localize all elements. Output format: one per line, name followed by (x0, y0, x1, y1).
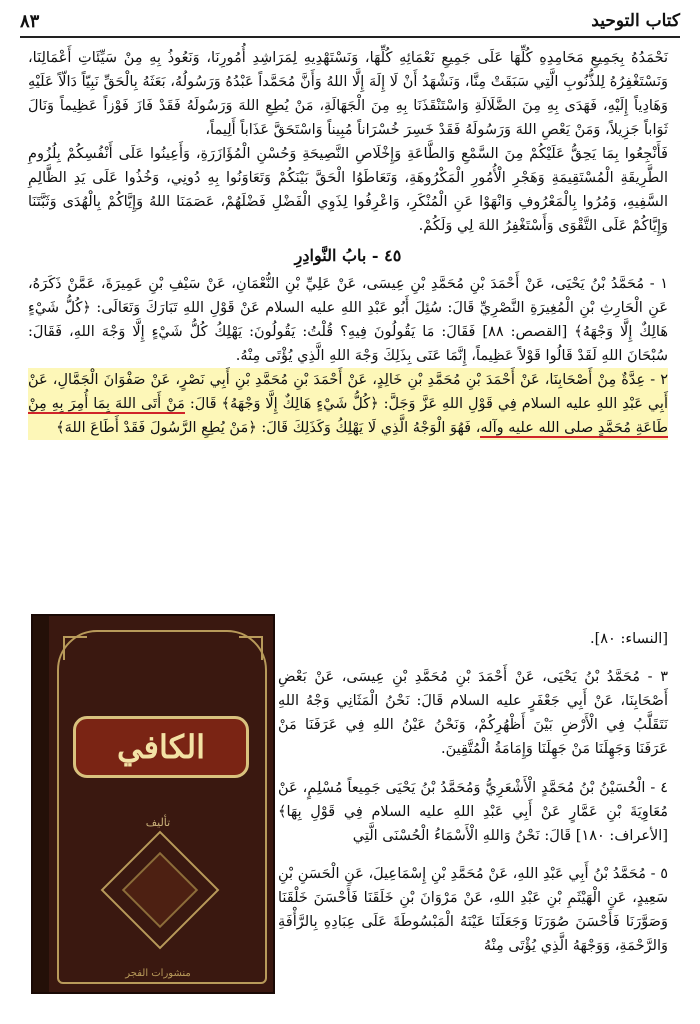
hadith-2-reference: [النساء: ٨٠]. (589, 630, 668, 647)
hadith-2-chain: ٢ - عِدَّةٌ مِنْ أَصْحَابِنَا، عَنْ أَحْمَدَ بْنِ مُحَمَّدِ بْنِ خَالِدٍ، عَنْ أَحْمَدَ بْنِ مُحَمَّدِ بْنِ أَبِي نَصْرٍ، عَنْ صَفْوَانَ الْجَمَّالِ، عَنْ أَبِي عَبْدِ اللهِ عليه السلام فِي قَوْلِ اللهِ عَزَّ وَجَلَّ: ﴿كُلُّ شَيْءٍ هَالِكٌ إِلَّا وَجْهَهُ﴾ قَالَ: (28, 372, 669, 412)
corner-ornament (63, 636, 87, 660)
page-number: ٨٣ (20, 10, 40, 32)
book-spine (33, 616, 49, 992)
running-title: كتاب التوحيد (591, 11, 680, 31)
cover-publisher: منشورات الفجر (125, 968, 191, 979)
second-paragraph: فَأَنْجِعُوا بِمَا يَحِقُّ عَلَيْكُمْ مِنَ السَّمْعِ وَالطَّاعَةِ وَإِخْلَاصِ النَّصِيحَةِ وَحُسْنِ الْمُؤَازَرَةِ، وَأَعِينُوا عَلَى أَنْفُسِكُمْ بِلُزُومِ الطَّرِيقَةِ الْمُسْتَقِيمَةِ وَهَجْرِ الْأُمُورِ الْمَكْرُوهَةِ، وَتَعَاطَوُا الْحَقَّ بَيْنَكُمْ وَتَعَاوَنُوا بِهِ دُونِي، وَخُذُوا عَلَى يَدِ الظَّالِمِ السَّفِيهِ، وَمُرُوا بِالْمَعْرُوفِ وَانْهَوْا عَنِ الْمُنْكَرِ، وَاعْرِفُوا لِذَوِي الْفَضْلِ فَضْلَهُمْ، عَصَمَنَا اللهُ وَإِيَّاكُمْ بِالْهُدَى وَثَبَّتَنَا وَإِيَّاكُمْ عَلَى التَّقْوَى وَأَسْتَغْفِرُ اللهَ لِي وَلَكُمْ. (28, 146, 668, 234)
hadith-2 (28, 368, 668, 440)
hadith-2-highlight: مَنْ أَتَى اللهَ بِمَا أُمِرَ بِهِ مِنْ طَاعَةِ مُحَمَّدٍ صلى الله عليه وآله (28, 396, 668, 436)
book-cover-image (31, 614, 275, 994)
cover-subtitle: تأليف (145, 816, 171, 829)
hadith-4: ٤ - الْحُسَيْنُ بْنُ مُحَمَّدٍ الْأَشْعَرِيُّ وَمُحَمَّدُ بْنُ يَحْيَى جَمِيعاً مُسْلِمٍ، عَنْ مُعَاوِيَةَ بْنِ عَمَّارٍ عَنْ أَبِي عَبْدِ اللهِ عليه السلام فِي قَوْلِ بِهَا﴾ [الأعراف: ١٨٠] قَالَ: نَحْنُ وَاللهِ الْأَسْمَاءُ الْحُسْنَى الَّتِي (278, 779, 668, 844)
corner-ornament (239, 636, 263, 660)
page-header (20, 6, 680, 38)
main-text (28, 46, 668, 440)
cover-title: الكافي (73, 716, 249, 778)
hadith-2-end: ، فَهُوَ الْوَجْهُ الَّذِي لَا يَهْلِكُ وَكَذَلِكَ قَالَ: ﴿مَنْ يُطِعِ الرَّسُولَ فَقَدْ أَطَاعَ اللهَ﴾ (56, 420, 481, 436)
lower-column (278, 627, 668, 959)
hadith-5: ٥ - مُحَمَّدُ بْنُ أَبِي عَبْدِ اللهِ، عَنْ مُحَمَّدِ بْنِ إِسْمَاعِيلَ، عَنِ الْحَسَنِ بْنِ سَعِيدٍ، عَنِ الْهَيْثَمِ بْنِ عَبْدِ اللهِ، عَنْ مَرْوَانَ بْنِ خَلَقَنَا فَأَحْسَنَ خَلْقَنَا وَصَوَّرَنَا فَأَحْسَنَ صُوَرَنَا وَجَعَلَنَا عَيْنَهُ الْمَبْسُوطَةَ عَلَى عِبَادِهِ بِالرَّأْفَةِ وَالرَّحْمَةِ، وَوَجْهَهُ الَّذِي يُؤْتَى مِنْهُ (278, 866, 668, 954)
hadith-1: ١ - مُحَمَّدُ بْنُ يَحْيَى، عَنْ أَحْمَدَ بْنِ مُحَمَّدِ بْنِ عِيسَى، عَنْ عَلِيِّ بْنِ النُّعْمَانِ، عَنْ سَيْفِ بْنِ عَمِيرَةَ، عَمَّنْ ذَكَرَهُ، عَنِ الْحَارِثِ بْنِ الْمُغِيرَةِ النَّصْرِيِّ قَالَ: سُئِلَ أَبُو عَبْدِ اللهِ عليه السلام عَنْ قَوْلِ اللهِ تَبَارَكَ وَتَعَالَى: ﴿كُلُّ شَيْءٍ هَالِكٌ إِلَّا وَجْهَهُ﴾ [القصص: ٨٨] فَقَالَ: مَا يَقُولُونَ فِيهِ؟ قُلْتُ: يَقُولُونَ: يَهْلِكُ كُلُّ شَيْءٍ إِلَّا وَجْهَ اللهِ، فَقَالَ: سُبْحَانَ اللهِ لَقَدْ قَالُوا قَوْلاً عَظِيماً، إِنَّمَا عَنَى بِذَلِكَ وَجْهَ اللهِ الَّذِي يُؤْتَى مِنْهُ. (28, 276, 668, 364)
chapter-title: ٤٥ - بابُ النَّوادِرِ (294, 246, 402, 265)
hadith-3: ٣ - مُحَمَّدُ بْنُ يَحْيَى، عَنْ أَحْمَدَ بْنِ مُحَمَّدِ بْنِ عِيسَى، عَنْ بَعْضِ أَصْحَابِنَا، عَنْ أَبِي جَعْفَرٍ عليه السلام قَالَ: نَحْنُ الْمَثَانِي وَجْهُ اللهِ نَتَقَلَّبُ فِي الْأَرْضِ بَيْنَ أَظْهُرِكُمْ، وَنَحْنُ عَيْنُ اللهِ فِي عَرَفَنَا مَنْ عَرَفَنَا وَجَهِلَنَا مَنْ جَهِلَنَا وَإِمَامَةُ الْمُتَّقِينَ. (278, 669, 668, 757)
intro-paragraph: نَحْمَدُهُ بِجَمِيعِ مَحَامِدِهِ كُلِّهَا عَلَى جَمِيعِ نَعْمَائِهِ كُلِّهَا، وَنَسْتَهْدِيهِ لِمَرَاشِدِ أُمُورِنَا، وَنَعُوذُ بِهِ مِنْ سَيِّئَاتِ أَعْمَالِنَا، وَنَسْتَغْفِرُهُ لِلذُّنُوبِ الَّتِي سَبَقَتْ مِنَّا، وَنَشْهَدُ أَنْ لَا إِلَهَ إِلَّا اللهُ وَأَنَّ مُحَمَّداً عَبْدُهُ وَرَسُولُهُ، بَعَثَهُ بِالْحَقِّ نَبِيّاً دَالّاً عَلَيْهِ وَهَادِياً إِلَيْهِ، فَهَدَى بِهِ مِنَ الضَّلَالَةِ وَاسْتَنْقَذَنَا بِهِ مِنَ الْجَهَالَةِ، مَنْ يُطِعِ اللهَ وَرَسُولَهُ فَقَدْ فَازَ فَوْزاً عَظِيماً وَنَالَ ثَوَاباً جَزِيلاً، وَمَنْ يَعْصِ اللهَ وَرَسُولَهُ فَقَدْ خَسِرَ خُسْرَاناً مُبِيناً وَاسْتَحَقَّ عَذَاباً أَلِيماً، (28, 50, 668, 138)
